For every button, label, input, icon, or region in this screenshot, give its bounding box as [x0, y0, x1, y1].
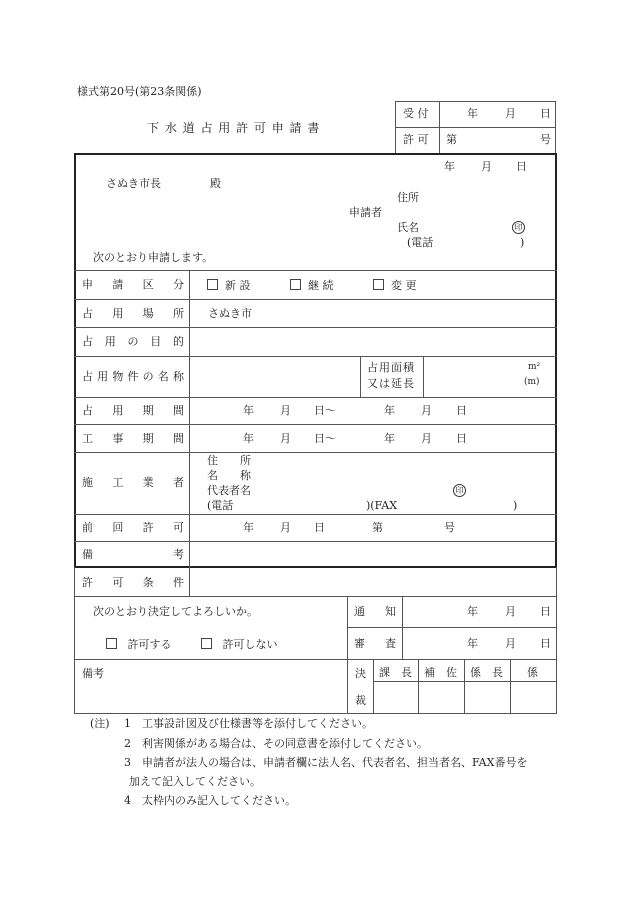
- approve-option[interactable]: 許可する: [106, 638, 172, 650]
- location-field[interactable]: さぬき市: [208, 307, 252, 320]
- previous-number-prefix: 第: [372, 521, 383, 534]
- contractor-name-label[interactable]: 名 称: [207, 469, 251, 482]
- area-unit-m: (m): [524, 377, 540, 387]
- notice-year: 年: [467, 605, 478, 618]
- receipt-label: 受 付: [403, 107, 429, 120]
- receipt-year: 年: [467, 107, 478, 120]
- remarks-label: 備 考: [82, 548, 184, 561]
- occupancy-start-month: 月: [280, 404, 291, 417]
- contractor-label: 施 工 業 者: [82, 476, 184, 489]
- note-text: 太枠内のみ記入してください。: [142, 794, 296, 807]
- approval-label-1: 決: [355, 667, 366, 680]
- area-label-1: 占用面積: [367, 361, 415, 374]
- review-label: 審 査: [354, 637, 396, 650]
- notice-day: 日: [540, 605, 551, 618]
- construction-end-day: 日: [456, 432, 467, 445]
- page-title: 下 水 道 占 用 許 可 申 請 書: [147, 121, 321, 135]
- contractor-rep-label[interactable]: 代表者名: [207, 484, 251, 497]
- contractor-address-label[interactable]: 住 所: [207, 454, 251, 467]
- seal-icon: 印: [512, 221, 525, 234]
- addressee: さぬき市長: [106, 177, 161, 190]
- purpose-field[interactable]: [190, 328, 555, 355]
- checkbox-icon: [106, 638, 117, 649]
- location-label: 占 用 場 所: [82, 307, 184, 320]
- review-year: 年: [467, 637, 478, 650]
- reject-option[interactable]: 許可しない: [201, 638, 278, 650]
- note-num: 2: [124, 737, 131, 750]
- category-option-new[interactable]: 新 設: [207, 279, 251, 291]
- construction-start-month: 月: [280, 432, 291, 445]
- applicant-address-label[interactable]: 住所: [397, 191, 419, 204]
- permit-prefix: 第: [446, 133, 457, 146]
- construction-end-month: 月: [421, 432, 432, 445]
- occupancy-start-day: 日～: [314, 404, 336, 417]
- note-num: 1: [124, 717, 131, 730]
- applicant-label: 申請者: [349, 206, 382, 219]
- review-day: 日: [540, 637, 551, 650]
- applicant-phone-label[interactable]: (電話: [407, 236, 434, 249]
- applicant-name-label[interactable]: 氏名: [397, 221, 419, 234]
- decision-remarks-label: 備考: [82, 667, 104, 680]
- receipt-day: 日: [540, 107, 551, 120]
- previous-month: 月: [280, 521, 291, 534]
- previous-day: 日: [314, 521, 325, 534]
- occupancy-start-year: 年: [243, 404, 254, 417]
- occupancy-end-day: 日: [456, 404, 467, 417]
- construction-start-day: 日～: [314, 432, 336, 445]
- note-num: 3: [124, 756, 131, 769]
- checkbox-icon: [201, 638, 212, 649]
- previous-year: 年: [243, 521, 254, 534]
- checkbox-icon: [373, 279, 384, 290]
- notice-label: 通 知: [354, 605, 396, 618]
- decision-question: 次のとおり決定してよろしいか。: [93, 605, 258, 618]
- contractor-fax-label[interactable]: )(FAX: [366, 499, 398, 512]
- form-number: 様式第20号(第23条関係): [77, 85, 202, 98]
- honorific: 殿: [210, 177, 221, 190]
- construction-start-year: 年: [243, 432, 254, 445]
- approver-section-chief: 課 長: [379, 666, 412, 679]
- note-num: 4: [124, 794, 131, 807]
- notice-month: 月: [505, 605, 516, 618]
- remarks-field[interactable]: [190, 542, 555, 566]
- note-text: 利害関係がある場合は、その同意書を添付してください。: [142, 737, 428, 750]
- approver-deputy: 補 佐: [424, 666, 457, 679]
- purpose-label: 占 用 の 目 的: [82, 335, 184, 348]
- date-month: 月: [481, 160, 492, 173]
- note-text: 申請者が法人の場合は、申請者欄に法人名、代表者名、担当者名、FAX番号を: [142, 756, 528, 769]
- permit-suffix: 号: [540, 133, 551, 146]
- object-name-field[interactable]: [190, 357, 359, 396]
- date-day: 日: [516, 160, 527, 173]
- contractor-seal-icon: 印: [453, 484, 466, 497]
- category-option-change[interactable]: 変 更: [373, 279, 417, 291]
- previous-permit-label: 前 回 許 可: [82, 521, 184, 534]
- occupancy-period-label: 占 用 期 間: [82, 404, 184, 417]
- previous-number-suffix: 号: [444, 521, 455, 534]
- date-year: 年: [444, 160, 455, 173]
- phone-close: ): [520, 236, 525, 249]
- request-text: 次のとおり申請します。: [93, 251, 214, 264]
- occupancy-end-month: 月: [421, 404, 432, 417]
- review-month: 月: [505, 637, 516, 650]
- contractor-phone-label[interactable]: (電話: [207, 499, 234, 512]
- permit-conditions-label: 許 可 条 件: [82, 576, 184, 589]
- approver-staff: 係: [527, 666, 538, 679]
- category-option-continue[interactable]: 継 続: [290, 279, 334, 291]
- checkbox-icon: [290, 279, 301, 290]
- area-unit-sqm: m²: [528, 362, 541, 372]
- checkbox-icon: [207, 279, 218, 290]
- note-text: 工事設計図及び仕様書等を添付してください。: [142, 717, 373, 730]
- fax-close: ): [513, 499, 518, 512]
- occupancy-end-year: 年: [384, 404, 395, 417]
- notes-prefix: (注): [90, 717, 110, 730]
- receipt-month: 月: [505, 107, 516, 120]
- approval-label-2: 裁: [355, 694, 366, 707]
- object-name-label: 占 用 物 件 の 名 称: [82, 370, 184, 383]
- construction-end-year: 年: [384, 432, 395, 445]
- permit-label: 許 可: [403, 133, 429, 146]
- construction-period-label: 工 事 期 間: [82, 432, 184, 445]
- area-label-2: 又は延長: [367, 377, 415, 390]
- approver-subsection-chief: 係 長: [470, 666, 503, 679]
- category-label: 申 請 区 分: [82, 278, 184, 291]
- note-text: 加えて記入してください。: [129, 775, 261, 788]
